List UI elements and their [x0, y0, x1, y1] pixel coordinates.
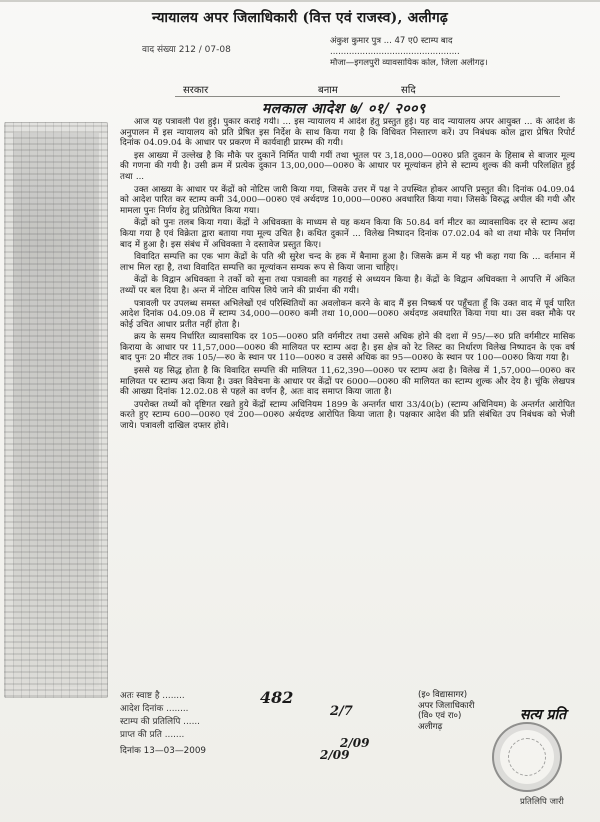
- handwritten-number: 2/09: [320, 748, 350, 762]
- order-paragraph: केंद्रों के विद्वान अधिवक्ता ने तर्को को सुना तथा पत्रावली का गहराई से अध्ययन किया है। केंद्रों के विद्वान अधिवक्ता ने आपत्ति में अंकित तथ्यों पर बल दिया है। अन्त में नोटिस वापिस लिये जाने की प्रार्थना की गयी।: [120, 275, 575, 296]
- case-parties-row: [0, 82, 600, 96]
- official-round-seal: [492, 722, 562, 792]
- top-border-line: [0, 0, 600, 2]
- petitioner-label: सरकार: [183, 85, 209, 96]
- order-paragraph: उपरोक्त तथ्यों को दृष्टिगत रखते हुये केंद्रों स्टाम्प अधिनियम 1899 के अन्तर्गत धारा 33/40(b) (स्टाम्प अधिनियम) के अन्तर्गत आरोपित करते हुए स्टाम्प 600—00रु0 एवं 200—00रु0 अर्थदण्ड आरोपित किया जाता है। पक्षकार आदेश की प्रति संबंधित उप निबंधक को भेजी जाये। पत्रावली दाखिल दफ्तर होवे।: [120, 399, 575, 432]
- header-title: न्यायालय अपर जिलाधिकारी (वित्त एवं राजस्व), अलीगढ़: [151, 10, 449, 26]
- case-number: वाद संख्या 212 / 07-08: [142, 45, 231, 55]
- order-paragraph: इससे यह सिद्ध होता है कि विवादित सम्पत्ति की मालियत 11,62,390—00रु0 पर स्टाम्प अदा है। विलेख में 1,57,000—00रु0 कर मालियत पर स्टाम्प अदा किया है। उक्त विवेचना के आधार पर केंद्रों पर 6000—00रु0 की मालियत का स्टाम्प शुल्क और देय है। चूंकि लेखपत्र की आख्या दिनांक 12.02.08 से पहले का वर्णन है, अतः वाद समाप्त किया जाता है।: [120, 366, 575, 398]
- faded-note-line: स्टाम्प की प्रतिलिपि ......: [120, 717, 200, 727]
- respondent-label: सदि: [401, 85, 416, 96]
- true-copy-mark: सत्य प्रति: [520, 707, 567, 723]
- versus-label: बनाम: [318, 85, 338, 96]
- signature-designation: अपर जिलाधिकारी: [418, 700, 475, 711]
- party-line-1: अंकुश कुमार पुत्र ... 47 ए0 स्टाम्प बाद: [330, 36, 453, 46]
- order-paragraph: पत्रावली पर उपलब्ध समस्त अभिलेखों एवं परिस्थितियों का अवलोकन करने के बाद मैं इस निष्कर्ष पर पहुँचता हूँ कि उक्त वाद में पूर्व पारित आदेश दिनांक 04.09.08 में स्टाम्प 34,000—00रु0 कमी तथा 10,000—00रु0 अर्थदण्ड अवधारित किया गया था। उस वक्त मौके पर कोई उचित आधार प्रतीत नहीं होता है।: [120, 298, 575, 330]
- signature-department: (वि० एवं रा०): [418, 711, 462, 722]
- document-header: [0, 8, 600, 27]
- order-paragraph: क्रय के समय निर्धारित व्यावसायिक दर 105—00रु0 प्रति वर्गमीटर तथा उससे अधिक होने की दशा में 95/—रु0 प्रति वर्गमीटर मासिक किराया के आधार पर 11,57,000—00रु0 की मालियत पर स्टाम्प अदा है। इस क्षेत्र को रेट लिस्ट का निर्धारण विलेख निष्पादन के एक वर्ष बाद पुनः 20 मीटर तक 105/—रु0 के स्थान पर 110—00रु0 व उससे अधिक का 95—00रु0 के स्थान पर 100—00रु0 किया गया है।: [120, 332, 575, 364]
- handwritten-number: 2/7: [330, 704, 353, 719]
- order-paragraph: उक्त आख्या के आधार पर केंद्रों को नोटिस जारी किया गया, जिसके उत्तर में पक्ष ने उपस्थित होकर आपत्ति प्रस्तुत की। दिनांक 04.09.04 को आदेश पारित कर स्टाम्प कमी 34,000—00रु0 एवं अर्थदण्ड 10,000—00रु0 अवधारित किया गया। जिसके विरुद्ध अपील की गयी और मामला पुनः निर्णय हेतु प्रतिप्रेषित किया गया।: [120, 184, 575, 216]
- order-paragraph: इस आख्या में उल्लेख है कि मौके पर दुकानें निर्मित पायी गयीं तथा भूतल पर 3,18,000—00रु0 प्रति दुकान के हिसाब से बाजार मूल्य की गणना की गयी है। उसी क्रम में प्रत्येक दुकान 13,00,000—00रु0 के आधार पर मूल्यांकन होने से स्टाम्प शुल्क की कमी परिलक्षित हुई तथा ...: [120, 150, 575, 182]
- order-paragraph: आज यह पत्रावली पेश हुई। पुकार कराई गयी। ... इस न्यायालय में आदेश हेतु प्रस्तुत हुई। यह वाद न्यायालय अपर आयुक्त ... के आदेश के अनुपालन में इस न्यायालय को प्रति प्रेषित इस निर्देश के साथ किया गया है कि विधिवत निस्तारण करें। उप निबंधक कोल द्वारा प्रेषित रिपोर्ट दिनांक 04.09.04 के आधार पर प्रकरण में कार्यवाही प्रारम्भ की गयी।: [120, 117, 575, 149]
- order-date: दिनांक 13—03—2009: [120, 746, 207, 756]
- header-separator: [175, 96, 560, 97]
- true-copy-subtext: प्रतिलिपि जारी: [520, 797, 564, 807]
- signature-name: (इ० विद्यासागर): [418, 690, 468, 700]
- signature-location: अलीगढ़: [418, 721, 443, 732]
- order-body: [120, 117, 575, 687]
- faded-note-line: अतः स्वाष्ट है ........: [120, 691, 185, 701]
- faded-note-line: आदेश दिनांक ........: [120, 704, 189, 714]
- handwritten-number: 2/09: [340, 736, 370, 750]
- faded-note-line: प्राप्त की प्रति .......: [120, 730, 185, 740]
- handwritten-order-title: मलकाल आदेश ७/ ०१/ २००९: [262, 101, 426, 117]
- party-line-2: ................................................: [330, 47, 460, 57]
- party-line-3: मौजा—इगलपुरी व्यावसायिक कोल, जिला अलीगढ़।: [330, 58, 488, 68]
- order-paragraph: केंद्रों को पुनः तलब किया गया। केंद्रों ने अधिवक्ता के माध्यम से यह कथन किया कि 50.84 वर्ग मीटर का व्यावसायिक दर से स्टाम्प अदा किया गया है एवं विक्रेता द्वारा बताया गया मूल्य उचित है। कथित दुकानें ... विलेख निष्पादन दिनांक 07.02.04 को था तथा मौके पर निर्माण बाद में हुआ है। इस संबंध में अधिवक्ता ने दस्तावेज प्रस्तुत किए।: [120, 218, 575, 250]
- handwritten-number: 482: [260, 688, 294, 707]
- court-fee-stamp-strip: [4, 122, 108, 698]
- party-details: [330, 36, 585, 69]
- order-paragraph: विवादित सम्पत्ति का एक भाग केंद्रों के पति श्री सुरेश चन्द के हक में बैनामा हुआ है। जिसके क्रम में यह भी कहा गया कि ... वर्तमान में लाभ मिल रहा है, तथा विवादित सम्पत्ति का मूल्यांकन सम्यक रूप से किया जाना चाहिए।: [120, 252, 575, 273]
